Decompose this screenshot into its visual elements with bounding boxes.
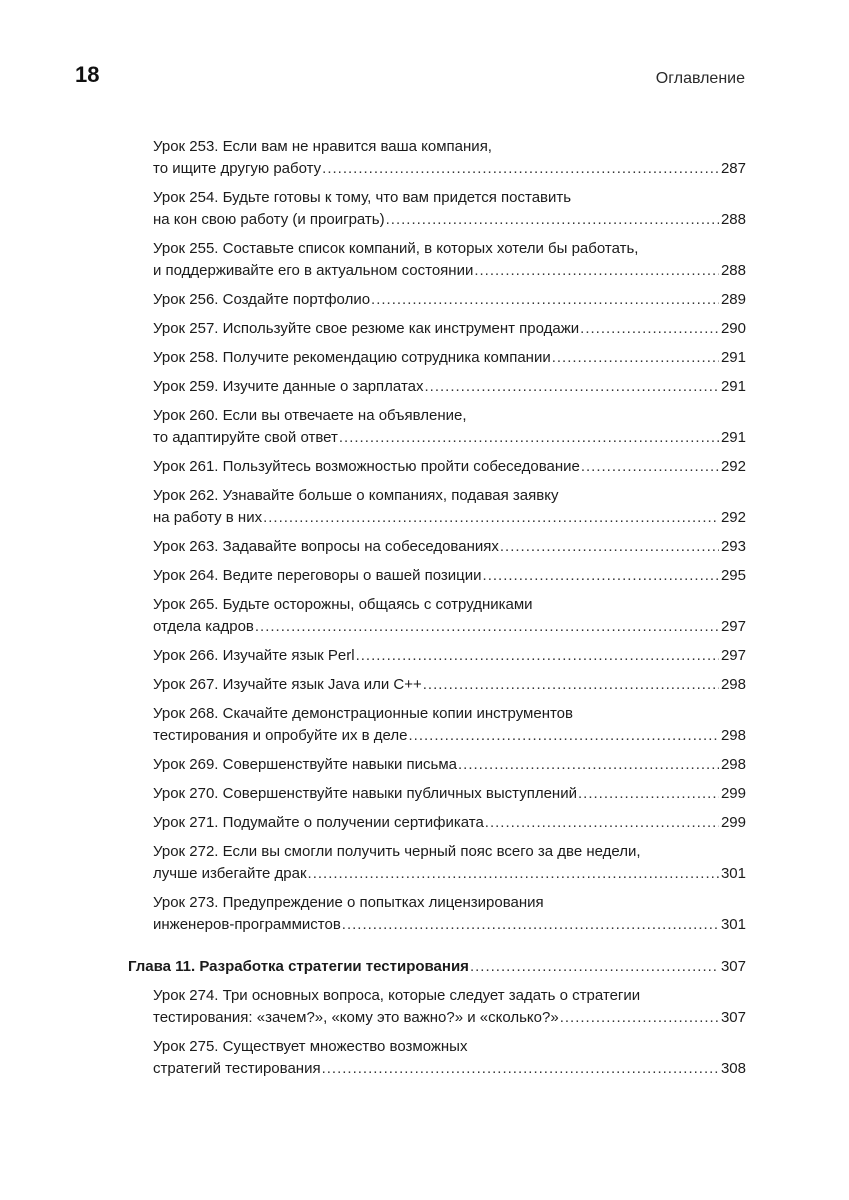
toc-lesson-entry[interactable]	[0, 136, 849, 180]
entry-title-continuation: то ищите другую работу	[153, 160, 322, 177]
entry-spacer	[0, 529, 849, 536]
dot-leader	[423, 674, 719, 696]
entry-page-number: 290	[720, 320, 746, 337]
entry-spacer	[0, 231, 849, 238]
toc-lesson-entry[interactable]	[0, 289, 849, 311]
entry-spacer	[0, 885, 849, 892]
entry-title: Урок 254. Будьте готовы к тому, что вам придется поставить	[153, 189, 572, 206]
toc-chapter-entry[interactable]	[0, 956, 849, 978]
toc-lesson-entry[interactable]	[0, 376, 849, 398]
toc-lesson-entry[interactable]	[0, 985, 849, 1029]
entry-title: Урок 258. Получите рекомендацию сотрудника компании	[153, 349, 551, 366]
entry-spacer	[0, 805, 849, 812]
entry-page-number: 287	[720, 160, 746, 177]
entry-leader-line	[153, 565, 746, 587]
entry-page-number: 291	[720, 349, 746, 366]
entry-title-line	[153, 892, 746, 914]
entry-title-line	[153, 238, 746, 260]
toc-lesson-entry[interactable]	[0, 318, 849, 340]
dot-leader	[560, 1007, 719, 1029]
entry-page-number: 299	[720, 814, 746, 831]
entry-title: Урок 263. Задавайте вопросы на собеседованиях	[153, 538, 499, 555]
entry-page-number: 297	[720, 647, 746, 664]
entry-page-number: 308	[720, 1060, 746, 1077]
entry-title-line	[153, 985, 746, 1007]
entry-title: Урок 257. Используйте свое резюме как инструмент продажи	[153, 320, 580, 337]
entry-title: Урок 273. Предупреждение о попытках лицензирования	[153, 894, 544, 911]
entry-title: Урок 271. Подумайте о получении сертификата	[153, 814, 484, 831]
entry-leader-line	[153, 1007, 746, 1029]
entry-title-line	[153, 594, 746, 616]
entry-leader-line	[153, 536, 746, 558]
entry-title: Урок 260. Если вы отвечаете на объявление,	[153, 407, 467, 424]
entry-leader-line	[153, 1058, 746, 1080]
toc-lesson-entry[interactable]	[0, 674, 849, 696]
entry-leader-line	[153, 725, 746, 747]
entry-title-line	[153, 841, 746, 863]
entry-spacer	[0, 667, 849, 674]
entry-page-number: 288	[720, 262, 746, 279]
entry-title: Урок 255. Составьте список компаний, в которых хотели бы работать,	[153, 240, 639, 257]
entry-title: Урок 270. Совершенствуйте навыки публичных выступлений	[153, 785, 577, 802]
entry-page-number: 292	[720, 509, 746, 526]
toc-lesson-entry[interactable]	[0, 783, 849, 805]
entry-leader-line	[153, 318, 746, 340]
dot-leader	[322, 1058, 719, 1080]
entry-page-number: 298	[720, 676, 746, 693]
entry-spacer	[0, 340, 849, 347]
dot-leader	[483, 565, 719, 587]
dot-leader	[371, 289, 719, 311]
dot-leader	[458, 754, 719, 776]
entry-page-number: 289	[720, 291, 746, 308]
dot-leader	[485, 812, 719, 834]
entry-title: Урок 259. Изучите данные о зарплатах	[153, 378, 424, 395]
entry-title-line	[153, 187, 746, 209]
entry-spacer	[0, 1029, 849, 1036]
entry-leader-line	[153, 260, 746, 282]
entry-title-line	[153, 136, 746, 158]
entry-title: Глава 11. Разработка стратегии тестирования	[128, 958, 469, 975]
toc-lesson-entry[interactable]	[0, 703, 849, 747]
toc-lesson-entry[interactable]	[0, 841, 849, 885]
entry-leader-line	[153, 209, 746, 231]
running-head: Оглавление	[655, 70, 745, 87]
entry-page-number: 307	[720, 1009, 746, 1026]
entry-title-line	[153, 703, 746, 725]
toc-lesson-entry[interactable]	[0, 754, 849, 776]
toc-lesson-entry[interactable]	[0, 347, 849, 369]
entry-leader-line	[153, 783, 746, 805]
entry-spacer	[0, 180, 849, 187]
toc-lesson-entry[interactable]	[0, 812, 849, 834]
entry-title-continuation: стратегий тестирования	[153, 1060, 321, 1077]
entry-spacer	[0, 558, 849, 565]
entry-spacer	[0, 747, 849, 754]
entry-leader-line	[153, 645, 746, 667]
entry-title-continuation: то адаптируйте свой ответ	[153, 429, 338, 446]
entry-title-continuation: отдела кадров	[153, 618, 254, 635]
toc-lesson-entry[interactable]	[0, 485, 849, 529]
entry-leader-line	[153, 289, 746, 311]
dot-leader	[474, 260, 719, 282]
entry-title: Урок 264. Ведите переговоры о вашей позиции	[153, 567, 482, 584]
toc-lesson-entry[interactable]	[0, 536, 849, 558]
dot-leader	[470, 956, 719, 978]
entry-leader-line	[153, 456, 746, 478]
entry-leader-line	[153, 914, 746, 936]
entry-spacer	[0, 936, 849, 956]
dot-leader	[255, 616, 719, 638]
toc-lesson-entry[interactable]	[0, 456, 849, 478]
entry-title: Урок 269. Совершенствуйте навыки письма	[153, 756, 458, 773]
entry-leader-line	[153, 674, 746, 696]
toc-lesson-entry[interactable]	[0, 565, 849, 587]
toc-lesson-entry[interactable]	[0, 405, 849, 449]
toc-lesson-entry[interactable]	[0, 187, 849, 231]
entry-leader-line	[153, 427, 746, 449]
entry-page-number: 307	[720, 958, 746, 975]
dot-leader	[342, 914, 719, 936]
entry-page-number: 297	[720, 618, 746, 635]
entry-page-number: 301	[720, 916, 746, 933]
entry-leader-line	[153, 616, 746, 638]
dot-leader	[581, 456, 719, 478]
entry-leader-line	[128, 956, 746, 978]
entry-leader-line	[153, 863, 746, 885]
dot-leader	[580, 318, 719, 340]
dot-leader	[386, 209, 719, 231]
entry-title: Урок 262. Узнавайте больше о компаниях, подавая заявку	[153, 487, 559, 504]
entry-page-number: 298	[720, 756, 746, 773]
entry-leader-line	[153, 812, 746, 834]
entry-title-line	[153, 405, 746, 427]
entry-title-continuation: на кон свою работу (и проиграть)	[153, 211, 385, 228]
dot-leader	[424, 376, 718, 398]
dot-leader	[356, 645, 719, 667]
entry-page-number: 299	[720, 785, 746, 802]
entry-page-number: 291	[720, 378, 746, 395]
dot-leader	[322, 158, 719, 180]
toc-lesson-entry[interactable]	[0, 594, 849, 638]
entry-leader-line	[153, 347, 746, 369]
entry-title-continuation: тестирования и опробуйте их в деле	[153, 727, 408, 744]
toc-lesson-entry[interactable]	[0, 238, 849, 282]
entry-page-number: 292	[720, 458, 746, 475]
entry-title: Урок 267. Изучайте язык Java или C++	[153, 676, 422, 693]
entry-leader-line	[153, 376, 746, 398]
entry-title-continuation: инженеров-программистов	[153, 916, 341, 933]
dot-leader	[409, 725, 719, 747]
dot-leader	[263, 507, 719, 529]
page-number: 18	[75, 62, 100, 87]
dot-leader	[552, 347, 719, 369]
dot-leader	[578, 783, 719, 805]
entry-title: Урок 268. Скачайте демонстрационные копии инструментов	[153, 705, 573, 722]
entry-title: Урок 256. Создайте портфолио	[153, 291, 371, 308]
entry-spacer	[0, 978, 849, 985]
entry-page-number: 288	[720, 211, 746, 228]
entry-spacer	[0, 696, 849, 703]
entry-title: Урок 253. Если вам не нравится ваша компания,	[153, 138, 492, 155]
entry-spacer	[0, 834, 849, 841]
toc-lesson-entry[interactable]	[0, 1036, 849, 1080]
entry-title-line	[153, 1036, 746, 1058]
entry-spacer	[0, 776, 849, 783]
entry-spacer	[0, 282, 849, 289]
toc-lesson-entry[interactable]	[0, 892, 849, 936]
entry-title: Урок 261. Пользуйтесь возможностью пройти собеседование	[153, 458, 580, 475]
entry-title-line	[153, 485, 746, 507]
entry-spacer	[0, 478, 849, 485]
entry-title-continuation: на работу в них	[153, 509, 263, 526]
entry-leader-line	[153, 507, 746, 529]
entry-title: Урок 266. Изучайте язык Perl	[153, 647, 355, 664]
entry-title: Урок 274. Три основных вопроса, которые следует задать о стратегии	[153, 987, 641, 1004]
entry-leader-line	[153, 158, 746, 180]
entry-page-number: 291	[720, 429, 746, 446]
entry-spacer	[0, 587, 849, 594]
entry-page-number: 293	[720, 538, 746, 555]
entry-spacer	[0, 449, 849, 456]
entry-title: Урок 275. Существует множество возможных	[153, 1038, 468, 1055]
entry-spacer	[0, 638, 849, 645]
entry-page-number: 295	[720, 567, 746, 584]
entry-spacer	[0, 369, 849, 376]
entry-leader-line	[153, 754, 746, 776]
entry-page-number: 298	[720, 727, 746, 744]
dot-leader	[308, 863, 719, 885]
dot-leader	[339, 427, 719, 449]
table-of-contents	[0, 136, 849, 1080]
entry-title: Урок 265. Будьте осторожны, общаясь с сотрудниками	[153, 596, 533, 613]
entry-title: Урок 272. Если вы смогли получить черный пояс всего за две недели,	[153, 843, 641, 860]
entry-title-continuation: лучше избегайте драк	[153, 865, 307, 882]
entry-spacer	[0, 311, 849, 318]
entry-page-number: 301	[720, 865, 746, 882]
dot-leader	[500, 536, 719, 558]
toc-lesson-entry[interactable]	[0, 645, 849, 667]
entry-title-continuation: тестирования: «зачем?», «кому это важно?» и «сколько?»	[153, 1009, 559, 1026]
entry-spacer	[0, 398, 849, 405]
entry-title-continuation: и поддерживайте его в актуальном состоянии	[153, 262, 474, 279]
